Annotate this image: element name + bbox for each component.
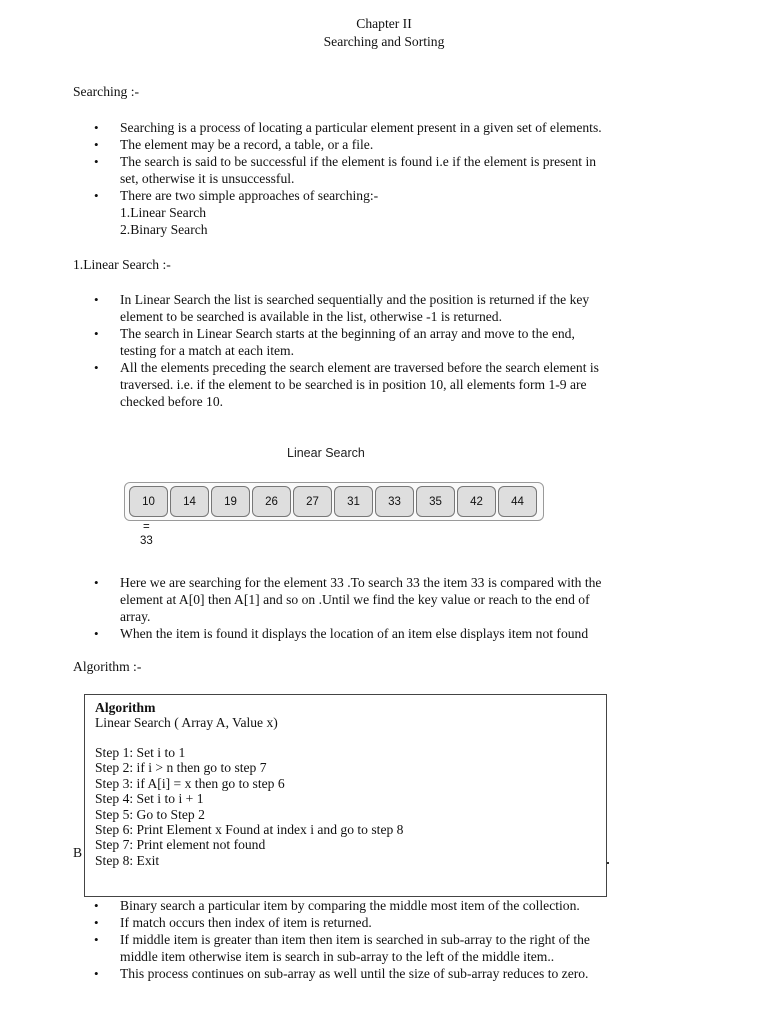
- bullet-icon: •: [94, 360, 99, 375]
- algorithm-heading: Algorithm :-: [73, 659, 142, 674]
- list-item: • All the elements preceding the search element are traversed before the search element is traversed. i.e. if the element to be searched is in position 10, all elements form 1-9 are checked before 10.: [94, 360, 599, 409]
- list-item: • If middle item is greater than item then item is searched in sub-array to the right of the middle item otherwise item is search in sub-array to the left of the middle item..: [94, 932, 590, 964]
- list-item: • This process continues on sub-array as well until the size of sub-array reduces to zero.: [94, 966, 589, 981]
- bullet-icon: •: [94, 137, 99, 152]
- algorithm-box-title: Algorithm: [95, 700, 156, 715]
- algorithm-step: Step 7: Print element not found: [95, 837, 266, 852]
- array-cell: 44: [498, 486, 537, 517]
- algorithm-step: Step 8: Exit: [95, 853, 160, 868]
- binary-heading-fragment: B: [73, 845, 83, 860]
- bullet-icon: •: [94, 932, 99, 947]
- array-cell: 27: [293, 486, 332, 517]
- bullet-icon: •: [94, 154, 99, 169]
- array-cell: 33: [375, 486, 414, 517]
- list-item: • If match occurs then index of item is returned.: [94, 915, 372, 930]
- explanation-bullet-list: [94, 574, 694, 642]
- algorithm-box: [84, 694, 607, 897]
- algorithm-signature: Linear Search ( Array A, Value x): [95, 715, 278, 730]
- bullet-icon: •: [94, 188, 99, 203]
- array-cell: 10: [129, 486, 168, 517]
- page-title: Searching and Sorting: [323, 34, 445, 49]
- linear-search-bullet-list: [94, 291, 694, 410]
- list-item: • Here we are searching for the element 33 .To search 33 the item 33 is compared with the element at A[0] then A[1] and so on .Until we find the key value or reach to the end of array.: [94, 575, 602, 624]
- algorithm-step: Step 6: Print Element x Found at index i and go to step 8: [95, 822, 404, 837]
- list-item: • When the item is found it displays the location of an item else displays item not found: [94, 626, 589, 641]
- list-item: • The search in Linear Search starts at the beginning of an array and move to the end, testing for a match at each item.: [94, 326, 575, 358]
- searching-bullet-list: [94, 119, 694, 238]
- array-cell: 42: [457, 486, 496, 517]
- array-cell: 31: [334, 486, 373, 517]
- list-item: • The element may be a record, a table, or a file.: [94, 137, 374, 152]
- compare-value: 33: [140, 535, 153, 547]
- bullet-icon: •: [94, 326, 99, 341]
- list-item: • The search is said to be successful if the element is found i.e if the element is present in set, otherwise it is unsuccessful.: [94, 154, 597, 186]
- bullet-icon: •: [94, 966, 99, 981]
- list-item: • In Linear Search the list is searched sequentially and the position is returned if the key element to be searched is available in the list, otherwise -1 is returned.: [94, 292, 590, 324]
- list-item: • Binary search a particular item by comparing the middle most item of the collection.: [94, 898, 580, 913]
- bullet-icon: •: [94, 292, 99, 307]
- searching-heading: Searching :-: [73, 84, 140, 99]
- bullet-icon: •: [94, 626, 99, 641]
- bullet-icon: •: [94, 915, 99, 930]
- algorithm-step: Step 3: if A[i] = x then go to step 6: [95, 776, 285, 791]
- algorithm-step: Step 5: Go to Step 2: [95, 807, 205, 822]
- compare-symbol: =: [143, 521, 150, 533]
- list-item: • Searching is a process of locating a particular element present in a given set of elements.: [94, 120, 602, 135]
- bullet-icon: •: [94, 120, 99, 135]
- linear-search-heading: 1.Linear Search :-: [73, 257, 171, 272]
- chapter-label: Chapter II: [356, 16, 412, 31]
- array-cell: 35: [416, 486, 455, 517]
- array-cell: 26: [252, 486, 291, 517]
- list-item: • There are two simple approaches of searching:- 1.Linear Search 2.Binary Search: [94, 188, 379, 237]
- algorithm-step: Step 2: if i > n then go to step 7: [95, 760, 267, 775]
- binary-search-bullet-list: [94, 897, 694, 982]
- array-cell: 19: [211, 486, 250, 517]
- bullet-icon: •: [94, 575, 99, 590]
- figure-title: Linear Search: [287, 446, 365, 460]
- algorithm-step: Step 4: Set i to i + 1: [95, 791, 204, 806]
- algorithm-step: Step 1: Set i to 1: [95, 745, 186, 760]
- array-cell: 14: [170, 486, 209, 517]
- bullet-icon: •: [94, 898, 99, 913]
